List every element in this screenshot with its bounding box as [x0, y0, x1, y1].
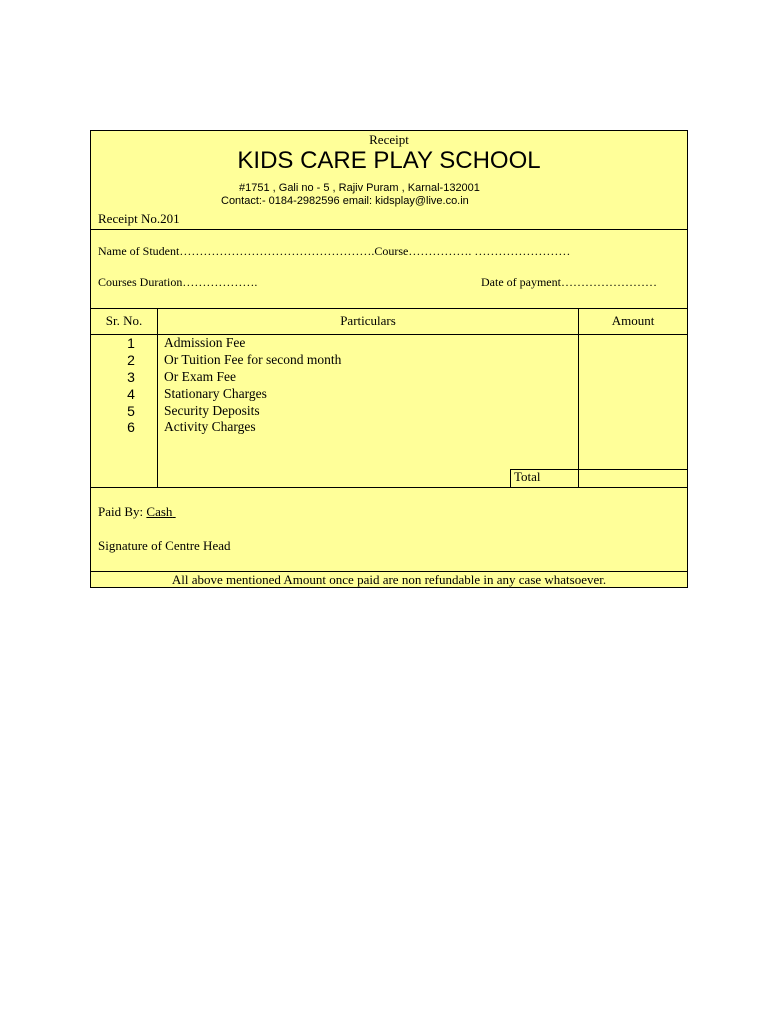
signature-label: Signature of Centre Head	[98, 538, 231, 553]
fields-divider	[91, 308, 687, 309]
paid-by-row	[98, 504, 176, 520]
row-3-particular: Or Exam Fee	[164, 369, 236, 384]
date-of-payment-field: Date of payment……………………	[481, 275, 657, 289]
row-1-sr: 1	[127, 335, 135, 351]
school-contact: Contact:- 0184-2982596 email: kidsplay@live.co.in	[221, 195, 469, 207]
table-bottom-divider	[91, 487, 687, 488]
row-2-sr: 2	[127, 352, 135, 368]
amount-header: Amount	[611, 313, 655, 328]
school-address: #1751 , Gali no - 5 , Rajiv Puram , Karnal-132001	[239, 182, 480, 194]
row-4-particular: Stationary Charges	[164, 386, 267, 401]
row-5-sr: 5	[127, 403, 135, 419]
row-6-sr: 6	[127, 419, 135, 435]
row-6-particular: Activity Charges	[164, 419, 256, 434]
particulars-header: Particulars	[340, 313, 396, 328]
row-5-particular: Security Deposits	[164, 403, 260, 418]
row-2-particular: Or Tuition Fee for second month	[164, 352, 342, 367]
school-name: KIDS CARE PLAY SCHOOL	[237, 147, 541, 174]
course-duration-field: Courses Duration……………….	[98, 275, 258, 289]
receipt-caption: Receipt	[369, 132, 409, 147]
paid-by-value: Cash	[146, 504, 173, 519]
sr-no-header: Sr. No.	[105, 313, 143, 328]
total-label: Total	[514, 469, 541, 484]
row-1-particular: Admission Fee	[164, 335, 246, 350]
total-left-line	[510, 469, 511, 487]
receipt-form	[90, 130, 688, 588]
receipt-number: Receipt No.201	[98, 211, 180, 226]
student-course-field: Name of Student………………………………………….Course……………. ……………………	[98, 244, 571, 258]
row-3-sr: 3	[127, 369, 135, 385]
paid-by-label: Paid By:	[98, 504, 144, 519]
refund-disclaimer: All above mentioned Amount once paid are non refundable in any case whatsoever.	[171, 572, 607, 587]
amount-column-divider	[578, 308, 579, 487]
sr-column-divider	[157, 308, 158, 487]
header-divider	[91, 229, 687, 230]
row-4-sr: 4	[127, 386, 135, 402]
